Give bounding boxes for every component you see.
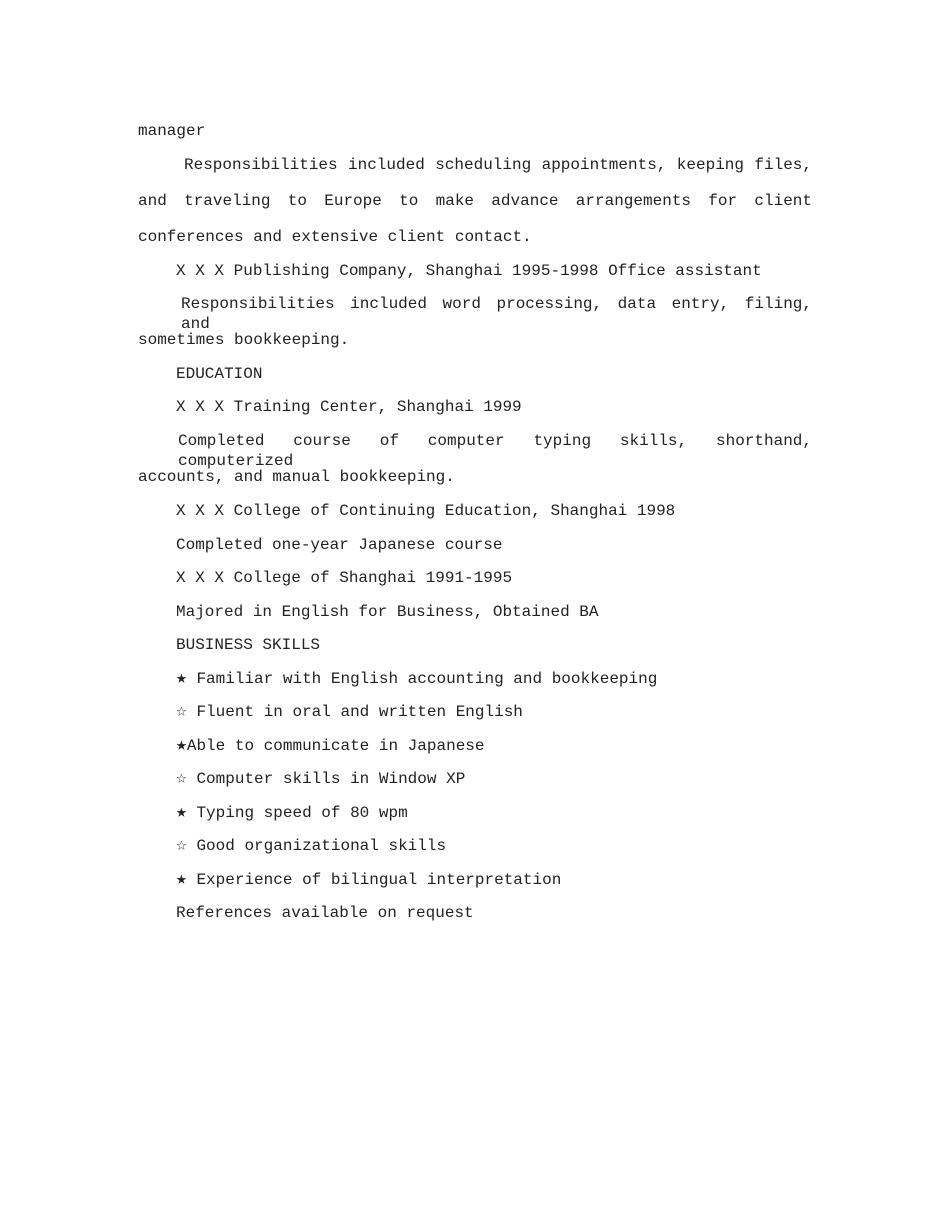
skill-text: Familiar with English accounting and bookkeeping <box>186 670 658 688</box>
responsibilities-line-1: Responsibilities included scheduling appointments, keeping files, <box>184 156 812 174</box>
skill-item <box>176 702 812 722</box>
skill-text: Computer skills in Window XP <box>186 770 466 788</box>
skill-text: Good organizational skills <box>186 837 447 855</box>
filled-star-icon: ★ <box>176 669 187 689</box>
skill-item <box>176 836 812 856</box>
skill-text: Able to communicate in Japanese <box>186 737 485 755</box>
responsibilities-2-line-1: Responsibilities included word processing, data entry, filing, and <box>181 295 812 333</box>
education-desc-1-line-2: accounts, and manual bookkeeping. <box>138 468 455 486</box>
outline-star-icon: ☆ <box>176 702 187 722</box>
education-desc-2: Completed one-year Japanese course <box>176 536 503 554</box>
skill-text: Fluent in oral and written English <box>186 703 523 721</box>
filled-star-icon: ★ <box>176 870 187 890</box>
skill-text: Typing speed of 80 wpm <box>186 804 408 822</box>
job-entry-publishing: X X X Publishing Company, Shanghai 1995-1998 Office assistant <box>176 262 762 280</box>
skill-item <box>176 736 812 756</box>
job-title-continuation: manager <box>138 122 206 140</box>
references-note: References available on request <box>176 904 474 922</box>
business-skills-heading: BUSINESS SKILLS <box>176 636 321 654</box>
education-entry-college: X X X College of Shanghai 1991-1995 <box>176 569 513 587</box>
skill-item <box>176 769 812 789</box>
skill-item <box>176 669 812 689</box>
education-entry-training-center: X X X Training Center, Shanghai 1999 <box>176 398 522 416</box>
education-desc-3: Majored in English for Business, Obtained BA <box>176 603 599 621</box>
responsibilities-line-3: conferences and extensive client contact. <box>138 228 532 246</box>
outline-star-icon: ☆ <box>176 836 187 856</box>
responsibilities-2-line-2: sometimes bookkeeping. <box>138 331 350 349</box>
skill-item <box>176 803 812 823</box>
skill-item <box>176 870 812 890</box>
filled-star-icon: ★ <box>176 736 187 756</box>
filled-star-icon: ★ <box>176 803 187 823</box>
responsibilities-line-2: and traveling to Europe to make advance arrangements for client <box>138 192 812 210</box>
outline-star-icon: ☆ <box>176 769 187 789</box>
education-heading: EDUCATION <box>176 365 263 383</box>
education-desc-1-line-1: Completed course of computer typing skills, shorthand, computerized <box>178 432 812 470</box>
education-entry-continuing: X X X College of Continuing Education, Shanghai 1998 <box>176 502 676 520</box>
skill-text: Experience of bilingual interpretation <box>186 871 562 889</box>
